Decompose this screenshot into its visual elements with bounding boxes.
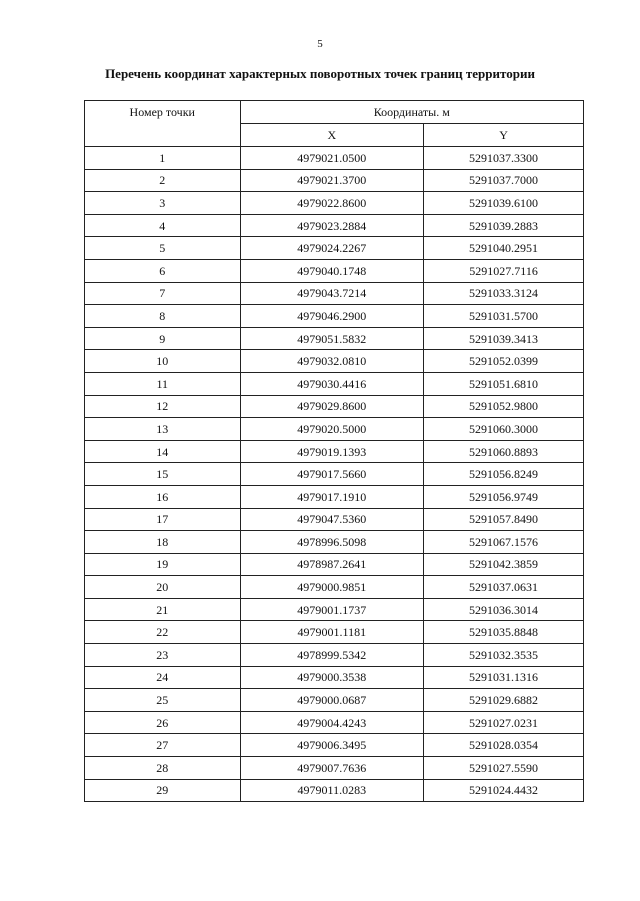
table-row xyxy=(85,689,584,712)
y-coordinate-cell: 5291037.3300 xyxy=(424,147,584,170)
point-number-cell: 9 xyxy=(85,327,241,350)
y-coordinate-cell: 5291039.6100 xyxy=(424,192,584,215)
coordinates-table xyxy=(84,100,584,802)
header-x: X xyxy=(240,124,424,147)
point-number-cell: 24 xyxy=(85,666,241,689)
y-coordinate-cell: 5291027.5590 xyxy=(424,757,584,780)
x-coordinate-cell: 4979023.2884 xyxy=(240,214,424,237)
y-coordinate-cell: 5291060.8893 xyxy=(424,440,584,463)
table-row xyxy=(85,553,584,576)
table-row xyxy=(85,508,584,531)
y-coordinate-cell: 5291040.2951 xyxy=(424,237,584,260)
table-row xyxy=(85,214,584,237)
point-number-cell: 8 xyxy=(85,305,241,328)
x-coordinate-cell: 4979001.1737 xyxy=(240,598,424,621)
table-row xyxy=(85,666,584,689)
header-y: Y xyxy=(424,124,584,147)
x-coordinate-cell: 4979000.0687 xyxy=(240,689,424,712)
y-coordinate-cell: 5291042.3859 xyxy=(424,553,584,576)
x-coordinate-cell: 4979021.0500 xyxy=(240,147,424,170)
point-number-cell: 10 xyxy=(85,350,241,373)
x-coordinate-cell: 4978999.5342 xyxy=(240,644,424,667)
point-number-cell: 15 xyxy=(85,463,241,486)
table-row xyxy=(85,734,584,757)
point-number-cell: 5 xyxy=(85,237,241,260)
table-header-row xyxy=(85,101,584,124)
y-coordinate-cell: 5291052.0399 xyxy=(424,350,584,373)
point-number-cell: 17 xyxy=(85,508,241,531)
point-number-cell: 1 xyxy=(85,147,241,170)
table-row xyxy=(85,644,584,667)
table-row xyxy=(85,463,584,486)
y-coordinate-cell: 5291024.4432 xyxy=(424,779,584,802)
point-number-cell: 13 xyxy=(85,418,241,441)
point-number-cell: 20 xyxy=(85,576,241,599)
x-coordinate-cell: 4979017.5660 xyxy=(240,463,424,486)
x-coordinate-cell: 4979040.1748 xyxy=(240,259,424,282)
table-row xyxy=(85,757,584,780)
x-coordinate-cell: 4979047.5360 xyxy=(240,508,424,531)
point-number-cell: 18 xyxy=(85,531,241,554)
y-coordinate-cell: 5291060.3000 xyxy=(424,418,584,441)
table-row xyxy=(85,576,584,599)
table-row xyxy=(85,598,584,621)
x-coordinate-cell: 4979000.3538 xyxy=(240,666,424,689)
x-coordinate-cell: 4979017.1910 xyxy=(240,485,424,508)
point-number-cell: 2 xyxy=(85,169,241,192)
point-number-cell: 29 xyxy=(85,779,241,802)
table-row xyxy=(85,237,584,260)
table-body xyxy=(85,147,584,802)
header-point-number: Номер точки xyxy=(85,101,241,147)
point-number-cell: 21 xyxy=(85,598,241,621)
x-coordinate-cell: 4979022.8600 xyxy=(240,192,424,215)
point-number-cell: 7 xyxy=(85,282,241,305)
y-coordinate-cell: 5291067.1576 xyxy=(424,531,584,554)
x-coordinate-cell: 4979051.5832 xyxy=(240,327,424,350)
y-coordinate-cell: 5291033.3124 xyxy=(424,282,584,305)
table-row xyxy=(85,372,584,395)
table-row xyxy=(85,327,584,350)
point-number-cell: 6 xyxy=(85,259,241,282)
x-coordinate-cell: 4978987.2641 xyxy=(240,553,424,576)
point-number-cell: 22 xyxy=(85,621,241,644)
y-coordinate-cell: 5291037.7000 xyxy=(424,169,584,192)
y-coordinate-cell: 5291028.0354 xyxy=(424,734,584,757)
x-coordinate-cell: 4979000.9851 xyxy=(240,576,424,599)
point-number-cell: 25 xyxy=(85,689,241,712)
y-coordinate-cell: 5291056.9749 xyxy=(424,485,584,508)
table-row xyxy=(85,350,584,373)
x-coordinate-cell: 4979006.3495 xyxy=(240,734,424,757)
x-coordinate-cell: 4979001.1181 xyxy=(240,621,424,644)
table-row xyxy=(85,395,584,418)
y-coordinate-cell: 5291039.2883 xyxy=(424,214,584,237)
x-coordinate-cell: 4978996.5098 xyxy=(240,531,424,554)
x-coordinate-cell: 4979011.0283 xyxy=(240,779,424,802)
point-number-cell: 12 xyxy=(85,395,241,418)
point-number-cell: 26 xyxy=(85,711,241,734)
y-coordinate-cell: 5291036.3014 xyxy=(424,598,584,621)
x-coordinate-cell: 4979046.2900 xyxy=(240,305,424,328)
x-coordinate-cell: 4979043.7214 xyxy=(240,282,424,305)
table-row xyxy=(85,485,584,508)
x-coordinate-cell: 4979021.3700 xyxy=(240,169,424,192)
point-number-cell: 28 xyxy=(85,757,241,780)
point-number-cell: 14 xyxy=(85,440,241,463)
point-number-cell: 4 xyxy=(85,214,241,237)
table-row xyxy=(85,147,584,170)
y-coordinate-cell: 5291037.0631 xyxy=(424,576,584,599)
x-coordinate-cell: 4979029.8600 xyxy=(240,395,424,418)
page-number: 5 xyxy=(317,38,323,50)
table-row xyxy=(85,711,584,734)
table-row xyxy=(85,192,584,215)
x-coordinate-cell: 4979007.7636 xyxy=(240,757,424,780)
point-number-cell: 27 xyxy=(85,734,241,757)
table-row xyxy=(85,531,584,554)
x-coordinate-cell: 4979024.2267 xyxy=(240,237,424,260)
y-coordinate-cell: 5291027.7116 xyxy=(424,259,584,282)
table-row xyxy=(85,259,584,282)
point-number-cell: 19 xyxy=(85,553,241,576)
x-coordinate-cell: 4979020.5000 xyxy=(240,418,424,441)
table-row xyxy=(85,169,584,192)
point-number-cell: 16 xyxy=(85,485,241,508)
y-coordinate-cell: 5291056.8249 xyxy=(424,463,584,486)
table-row xyxy=(85,440,584,463)
x-coordinate-cell: 4979032.0810 xyxy=(240,350,424,373)
x-coordinate-cell: 4979004.4243 xyxy=(240,711,424,734)
page-title: Перечень координат характерных поворотных точек границ территории xyxy=(105,66,535,81)
point-number-cell: 23 xyxy=(85,644,241,667)
y-coordinate-cell: 5291035.8848 xyxy=(424,621,584,644)
table-row xyxy=(85,621,584,644)
point-number-cell: 3 xyxy=(85,192,241,215)
table-row xyxy=(85,282,584,305)
point-number-cell: 11 xyxy=(85,372,241,395)
x-coordinate-cell: 4979019.1393 xyxy=(240,440,424,463)
y-coordinate-cell: 5291051.6810 xyxy=(424,372,584,395)
y-coordinate-cell: 5291057.8490 xyxy=(424,508,584,531)
y-coordinate-cell: 5291052.9800 xyxy=(424,395,584,418)
y-coordinate-cell: 5291029.6882 xyxy=(424,689,584,712)
y-coordinate-cell: 5291032.3535 xyxy=(424,644,584,667)
x-coordinate-cell: 4979030.4416 xyxy=(240,372,424,395)
y-coordinate-cell: 5291031.5700 xyxy=(424,305,584,328)
table-row xyxy=(85,418,584,441)
y-coordinate-cell: 5291039.3413 xyxy=(424,327,584,350)
y-coordinate-cell: 5291027.0231 xyxy=(424,711,584,734)
y-coordinate-cell: 5291031.1316 xyxy=(424,666,584,689)
table-row xyxy=(85,779,584,802)
header-coordinates: Координаты. м xyxy=(240,101,584,124)
table-row xyxy=(85,305,584,328)
